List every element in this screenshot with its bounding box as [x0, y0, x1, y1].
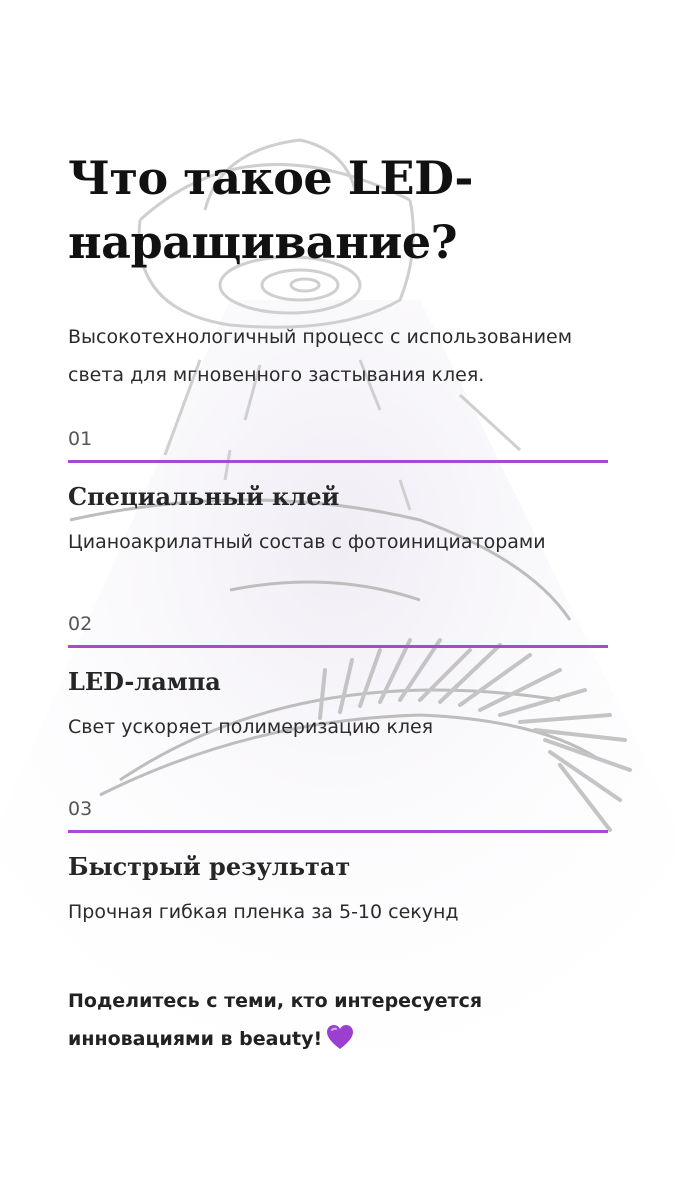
step-description: Цианоакрилатный состав с фотоинициаторами: [68, 531, 546, 553]
step-title: Быстрый результат: [68, 852, 351, 881]
purple-heart-icon: [326, 1024, 354, 1050]
step-description: Прочная гибкая пленка за 5-10 секунд: [68, 901, 459, 923]
intro-text: Высокотехнологичный процесс с использованием света для мгновенного застывания клея.: [68, 326, 573, 386]
step-2: [68, 613, 608, 740]
step-number: 02: [68, 613, 93, 635]
step-title: LED-лампа: [68, 667, 221, 696]
step-divider: [68, 460, 608, 463]
step-3: [68, 798, 608, 925]
step-description: Свет ускоряет полимеризацию клея: [68, 716, 434, 738]
step-divider: [68, 645, 608, 648]
step-divider: [68, 830, 608, 833]
step-number: 01: [68, 428, 93, 450]
step-number: 03: [68, 798, 93, 820]
cta-text: Поделитесь с теми, кто интересуется инновациями в beauty!: [68, 990, 483, 1050]
step-1: [68, 428, 608, 555]
page-title: Что такое LED-наращивание?: [68, 151, 473, 269]
step-title: Специальный клей: [68, 482, 340, 511]
call-to-action: [68, 982, 608, 1058]
